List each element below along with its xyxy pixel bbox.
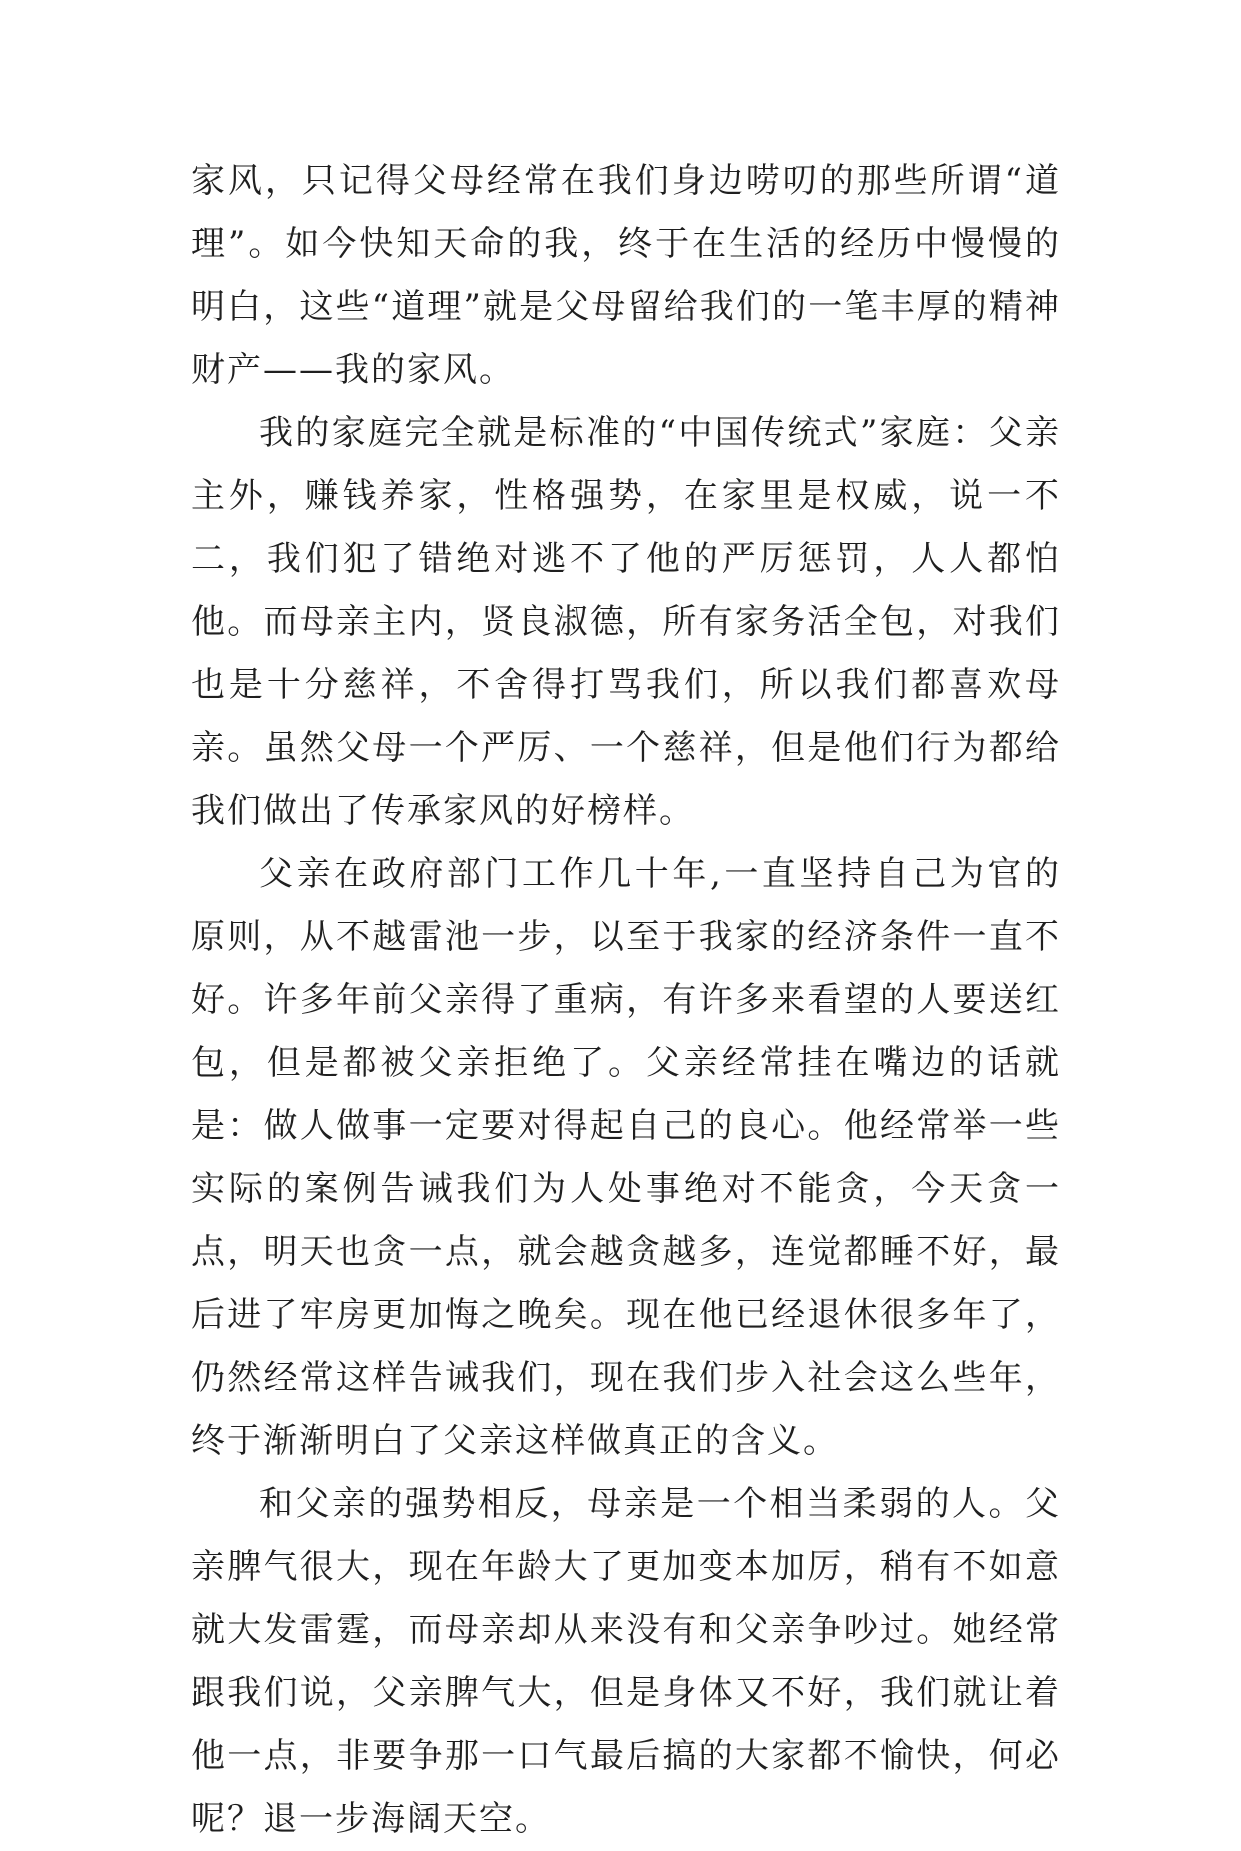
paragraph-4: 和父亲的强势相反，母亲是一个相当柔弱的人。父亲脾气很大，现在年龄大了更加变本加厉，稍有不如意就大发雷霆，而母亲却从来没有和父亲争吵过。她经常跟我们说，父亲脾气大，但是身体又不好，我们就让着他一点，非要争那一口气最后搞的大家都不愉快，何必呢？退一步海阔天空。: [191, 1484, 1061, 1839]
document-body: [191, 150, 1061, 1851]
paragraph-2: 我的家庭完全就是标准的“中国传统式”家庭：父亲主外，赚钱养家，性格强势，在家里是权威，说一不二，我们犯了错绝对逃不了他的严厉惩罚，人人都怕他。而母亲主内，贤良淑德，所有家务活全包，对我们也是十分慈祥，不舍得打骂我们，所以我们都喜欢母亲。虽然父母一个严厉、一个慈祥，但是他们行为都给我们做出了传承家风的好榜样。: [191, 413, 1061, 831]
paragraph-1: 家风，只记得父母经常在我们身边唠叨的那些所谓“道理”。如今快知天命的我，终于在生活的经历中慢慢的明白，这些“道理”就是父母留给我们的一笔丰厚的精神财产——我的家风。: [191, 161, 1061, 390]
paragraph-3: 父亲在政府部门工作几十年,一直坚持自己为官的原则，从不越雷池一步，以至于我家的经济条件一直不好。许多年前父亲得了重病，有许多来看望的人要送红包，但是都被父亲拒绝了。父亲经常挂在嘴边的话就是：做人做事一定要对得起自己的良心。他经常举一些实际的案例告诫我们为人处事绝对不能贪，今天贪一点，明天也贪一点，就会越贪越多，连觉都睡不好，最后进了牢房更加悔之晚矣。现在他已经退休很多年了，仍然经常这样告诫我们，现在我们步入社会这么些年，终于渐渐明白了父亲这样做真正的含义。: [191, 854, 1061, 1461]
